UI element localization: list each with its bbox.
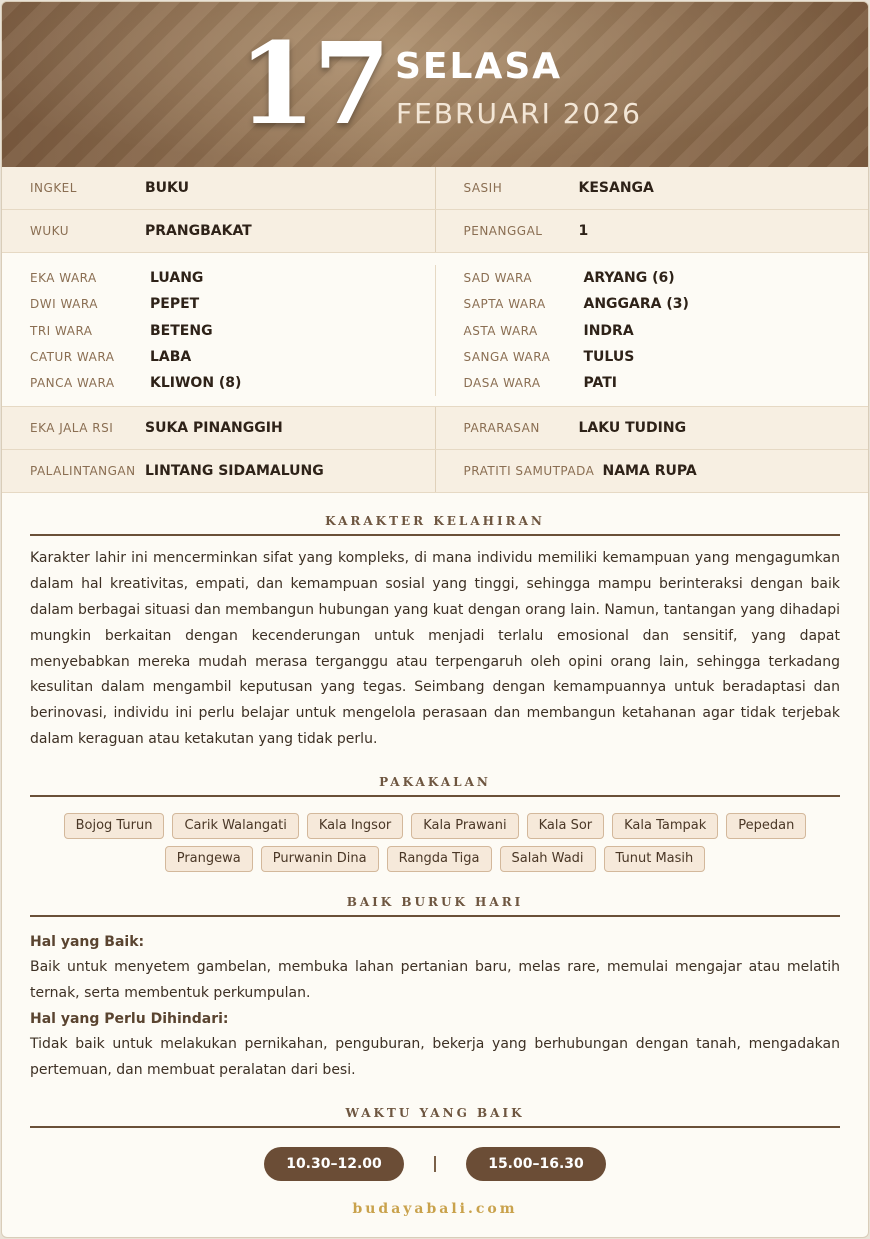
wara-label: PANCA WARA bbox=[30, 376, 115, 391]
info-cell-eka-jala-rsi bbox=[2, 407, 435, 449]
wara-row bbox=[464, 344, 869, 370]
info-cell-ingkel bbox=[2, 167, 435, 209]
day-number: 17 bbox=[238, 19, 388, 150]
info-value: SUKA PINANGGIH bbox=[145, 420, 283, 437]
pakakalan-chip: Tunut Masih bbox=[604, 846, 706, 872]
wara-label: EKA WARA bbox=[30, 271, 97, 286]
time-slot-pill: 15.00–16.30 bbox=[466, 1147, 606, 1181]
info-value: BUKU bbox=[145, 180, 190, 196]
info-label: SASIH bbox=[463, 181, 503, 195]
wara-label: SAD WARA bbox=[463, 271, 533, 286]
info-value: 1 bbox=[578, 223, 589, 239]
wara-value: PATI bbox=[583, 375, 617, 392]
calendar-card bbox=[1, 1, 869, 1238]
wara-value: LABA bbox=[150, 349, 192, 366]
wara-row bbox=[464, 370, 869, 396]
wara-row bbox=[30, 344, 435, 370]
wara-value: KLIWON (8) bbox=[150, 375, 242, 392]
info-value: NAMA RUPA bbox=[602, 463, 697, 480]
info-row bbox=[2, 450, 868, 493]
wara-row bbox=[30, 265, 435, 291]
wara-label: ASTA WARA bbox=[463, 323, 538, 338]
good-text: Baik untuk menyetem gambelan, membuka lahan pertanian baru, melas rare, memulai mengajar atau melatih ternak, serta membentuk perkumpulan. bbox=[30, 958, 840, 1001]
date-header bbox=[2, 2, 868, 167]
wara-label: SANGA WARA bbox=[463, 350, 551, 365]
info-value: LINTANG SIDAMALUNG bbox=[145, 463, 324, 480]
time-separator bbox=[434, 1156, 436, 1172]
section-title-baik-buruk: BAIK BURUK HARI bbox=[30, 895, 840, 917]
pakakalan-chip: Kala Ingsor bbox=[307, 813, 403, 839]
info-cell-pratiti-samutpada bbox=[435, 450, 869, 492]
pakakalan-chip: Pepedan bbox=[726, 813, 806, 839]
wara-row bbox=[30, 318, 435, 344]
wara-label: CATUR WARA bbox=[30, 350, 115, 365]
info-cell-wuku bbox=[2, 210, 435, 252]
pakakalan-chip: Kala Tampak bbox=[612, 813, 718, 839]
section-title-waktu: WAKTU YANG BAIK bbox=[30, 1106, 840, 1128]
pakakalan-chips bbox=[62, 813, 808, 872]
info-row bbox=[2, 210, 868, 253]
pakakalan-chip: Carik Walangati bbox=[172, 813, 298, 839]
info-value: PRANGBAKAT bbox=[145, 223, 252, 239]
footer-site: budayabali.com bbox=[352, 1201, 518, 1218]
pakakalan-chip: Kala Sor bbox=[527, 813, 605, 839]
pakakalan-chip: Kala Prawani bbox=[411, 813, 518, 839]
wara-value: BETENG bbox=[150, 322, 213, 339]
wara-row bbox=[464, 291, 869, 317]
wara-label: SAPTA WARA bbox=[463, 297, 546, 312]
wara-value: TULUS bbox=[583, 349, 635, 366]
wara-value: PEPET bbox=[150, 296, 200, 313]
info-row bbox=[2, 167, 868, 210]
wara-column-right bbox=[435, 265, 869, 396]
bad-heading: Hal yang Perlu Dihindari: bbox=[30, 1011, 229, 1028]
time-slot-pill: 10.30–12.00 bbox=[264, 1147, 404, 1181]
section-title-karakter: KARAKTER KELAHIRAN bbox=[30, 514, 840, 536]
pakakalan-chip: Purwanin Dina bbox=[261, 846, 379, 872]
info-cell-sasih bbox=[435, 167, 869, 209]
wara-label: DASA WARA bbox=[463, 376, 541, 391]
wara-row bbox=[464, 265, 869, 291]
section-title-pakakalan: PAKAKALAN bbox=[30, 775, 840, 797]
wara-table bbox=[2, 253, 868, 407]
wara-value: INDRA bbox=[583, 322, 634, 339]
good-heading: Hal yang Baik: bbox=[30, 933, 145, 950]
pakakalan-chip: Salah Wadi bbox=[500, 846, 596, 872]
info-value: KESANGA bbox=[578, 180, 654, 196]
info-value: LAKU TUDING bbox=[578, 420, 687, 437]
pakakalan-chip: Prangewa bbox=[165, 846, 253, 872]
info-label: PARARASAN bbox=[463, 421, 540, 436]
bad-text: Tidak baik untuk melakukan pernikahan, penguburan, bekerja yang berhubungan dengan tanah, mengadakan pertemuan, dan membuat peralatan dari besi. bbox=[30, 1036, 840, 1079]
pakakalan-chip: Bojog Turun bbox=[64, 813, 165, 839]
info-label: PALALINTANGAN bbox=[30, 464, 136, 479]
info-cell-palalintangan bbox=[2, 450, 435, 492]
info-cell-pararasan bbox=[435, 407, 869, 449]
wara-row bbox=[30, 291, 435, 317]
info-label: PENANGGAL bbox=[463, 224, 543, 238]
wara-column-left bbox=[2, 265, 435, 396]
wara-label: DWI WARA bbox=[30, 297, 98, 312]
wara-value: ARYANG (6) bbox=[583, 270, 675, 287]
info-label: INGKEL bbox=[30, 181, 77, 195]
good-times bbox=[2, 1147, 868, 1181]
wara-row bbox=[464, 318, 869, 344]
info-cell-penanggal bbox=[435, 210, 869, 252]
wara-value: ANGGARA (3) bbox=[583, 296, 689, 313]
wara-row bbox=[30, 370, 435, 396]
info-label: EKA JALA RSI bbox=[30, 421, 114, 436]
info-label: PRATITI SAMUTPADA bbox=[463, 464, 595, 479]
pakakalan-chip: Rangda Tiga bbox=[387, 846, 492, 872]
wara-label: TRI WARA bbox=[30, 323, 93, 338]
info-label: WUKU bbox=[30, 224, 69, 238]
karakter-paragraph: Karakter lahir ini mencerminkan sifat yang kompleks, di mana individu memiliki kemampuan yang mengagumkan dalam hal kreativitas, empati, dan kemampuan sosial yang tinggi, sehingga mampu berinteraksi dengan baik dalam berbagai situasi dan membangun hubungan yang kuat dengan orang lain. Namun, tantangan yang dihadapi mungkin berkaitan dengan kecenderungan untuk menjadi terlalu emosional dan sensitif, yang dapat menyebabkan mereka mudah merasa terganggu atau terpengaruh oleh opini orang lain, sehingga terkadang kesulitan dalam mengambil keputusan yang tegas. Seimbang dengan kemampuannya untuk beradaptasi dan berinovasi, individu ini perlu belajar untuk mengelola perasaan dan membangun ketahanan agar tidak terjebak dalam keraguan atau ketakutan yang tidak perlu. bbox=[30, 550, 840, 748]
wara-value: LUANG bbox=[150, 270, 204, 287]
info-row bbox=[2, 407, 868, 450]
month-year: FEBRUARI 2026 bbox=[396, 97, 642, 130]
day-name: SELASA bbox=[395, 46, 563, 87]
